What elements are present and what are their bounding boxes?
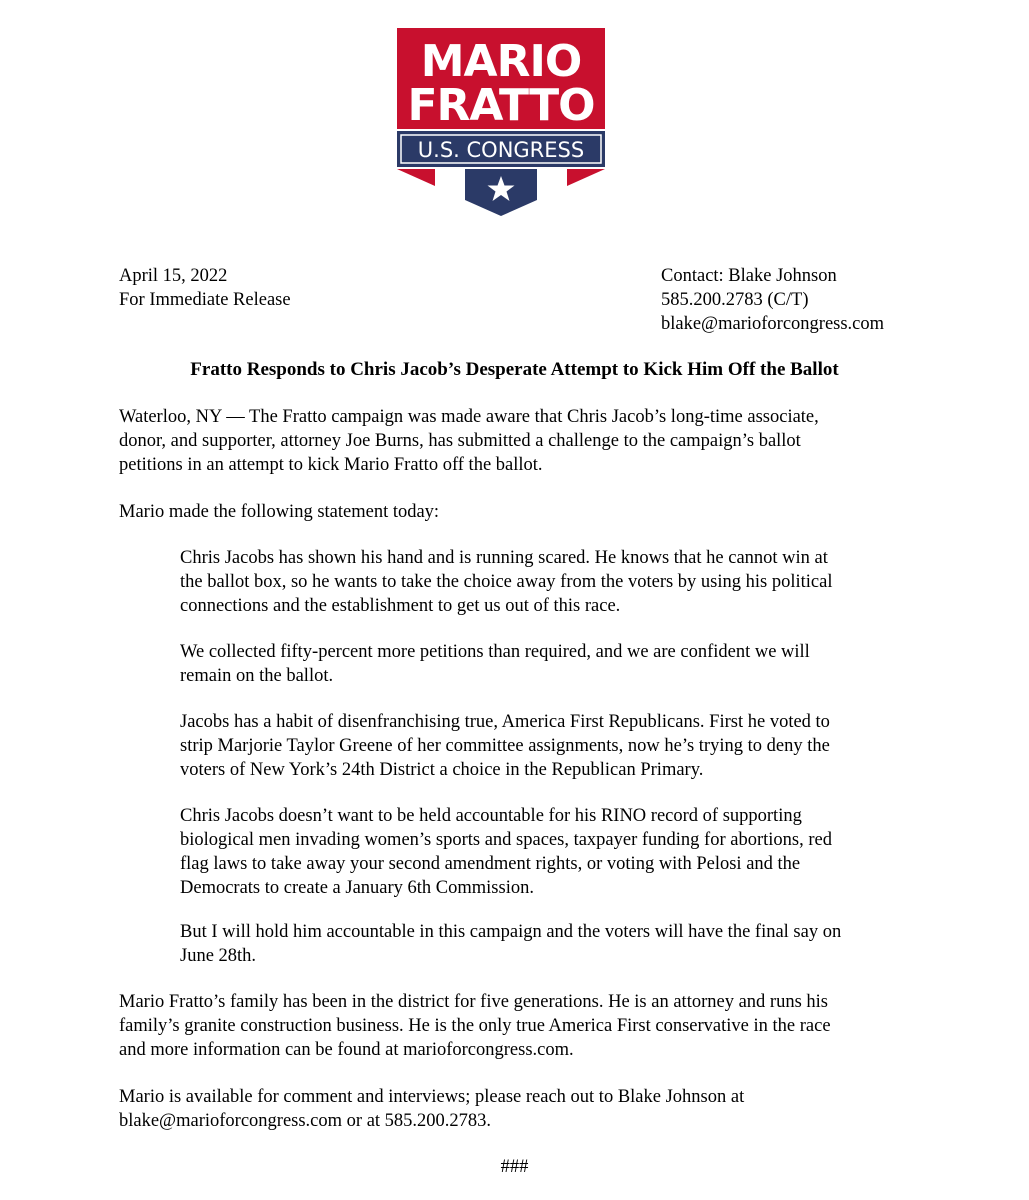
logo-office-line: U.S. CONGRESS	[417, 138, 585, 162]
quote-paragraph	[180, 920, 920, 968]
release-info	[119, 264, 291, 312]
availability-line: Mario is available for comment and interviews; please reach out to Blake Johnson at	[119, 1087, 745, 1107]
bio-line: family’s granite construction business. He is the only true America First conservative in the race	[119, 1016, 831, 1036]
contact-email: blake@marioforcongress.com	[661, 314, 885, 334]
campaign-logo	[397, 28, 607, 220]
quote-line: But I will hold him accountable in this campaign and the voters will have the final say on	[180, 922, 842, 942]
quote-paragraph	[180, 546, 920, 618]
quote-line: voters of New York’s 24th District a choice in the Republican Primary.	[180, 760, 704, 780]
availability-paragraph	[119, 1085, 919, 1133]
contact-info	[661, 264, 884, 336]
logo-name-line1: MARIO	[420, 36, 582, 87]
release-type: For Immediate Release	[119, 290, 291, 310]
quote-line: June 28th.	[180, 946, 257, 966]
logo-right-flag	[567, 169, 605, 186]
logo-name-line2: FRATTO	[407, 80, 595, 131]
bio-line: and more information can be found at marioforcongress.com.	[119, 1040, 574, 1060]
bio-line: Mario Fratto’s family has been in the district for five generations. He is an attorney and runs his	[119, 992, 828, 1012]
intro-line: Waterloo, NY — The Fratto campaign was made aware that Chris Jacob’s long-time associate,	[119, 407, 819, 427]
quote-line: We collected fifty-percent more petitions than required, and we are confident we will	[180, 642, 810, 662]
quote-line: connections and the establishment to get us out of this race.	[180, 596, 621, 616]
quote-line: biological men invading women’s sports and spaces, taxpayer funding for abortions, red	[180, 830, 832, 850]
quote-line: strip Marjorie Taylor Greene of her committee assignments, now he’s trying to deny the	[180, 736, 830, 756]
release-date: April 15, 2022	[119, 266, 228, 286]
quote-line: remain on the ballot.	[180, 666, 334, 686]
quote-line: Chris Jacobs has shown his hand and is running scared. He knows that he cannot win at	[180, 548, 828, 568]
contact-name: Contact: Blake Johnson	[661, 266, 837, 286]
intro-line: donor, and supporter, attorney Joe Burns, has submitted a challenge to the campaign’s ballot	[119, 431, 801, 451]
headline: Fratto Responds to Chris Jacob’s Desperate Attempt to Kick Him Off the Ballot	[190, 359, 839, 380]
statement-lead: Mario made the following statement today:	[119, 502, 440, 522]
bio-paragraph	[119, 990, 919, 1062]
quote-paragraph	[180, 804, 920, 900]
availability-line: blake@marioforcongress.com or at 585.200.2783.	[119, 1111, 492, 1131]
quote-line: Chris Jacobs doesn’t want to be held accountable for his RINO record of supporting	[180, 806, 802, 826]
quote-line: the ballot box, so he wants to take the choice away from the voters by using his political	[180, 572, 833, 592]
end-mark: ###	[500, 1157, 529, 1177]
quote-line: Jacobs has a habit of disenfranchising true, America First Republicans. First he voted to	[180, 712, 830, 732]
quote-paragraph	[180, 640, 920, 688]
contact-phone: 585.200.2783 (C/T)	[661, 290, 809, 310]
intro-line: petitions in an attempt to kick Mario Fratto off the ballot.	[119, 455, 543, 475]
logo-left-flag	[397, 169, 435, 186]
quote-line: flag laws to take away your second amendment rights, or voting with Pelosi and the	[180, 854, 801, 874]
quote-paragraph	[180, 710, 920, 782]
intro-paragraph	[119, 405, 919, 477]
quote-line: Democrats to create a January 6th Commission.	[180, 878, 534, 898]
